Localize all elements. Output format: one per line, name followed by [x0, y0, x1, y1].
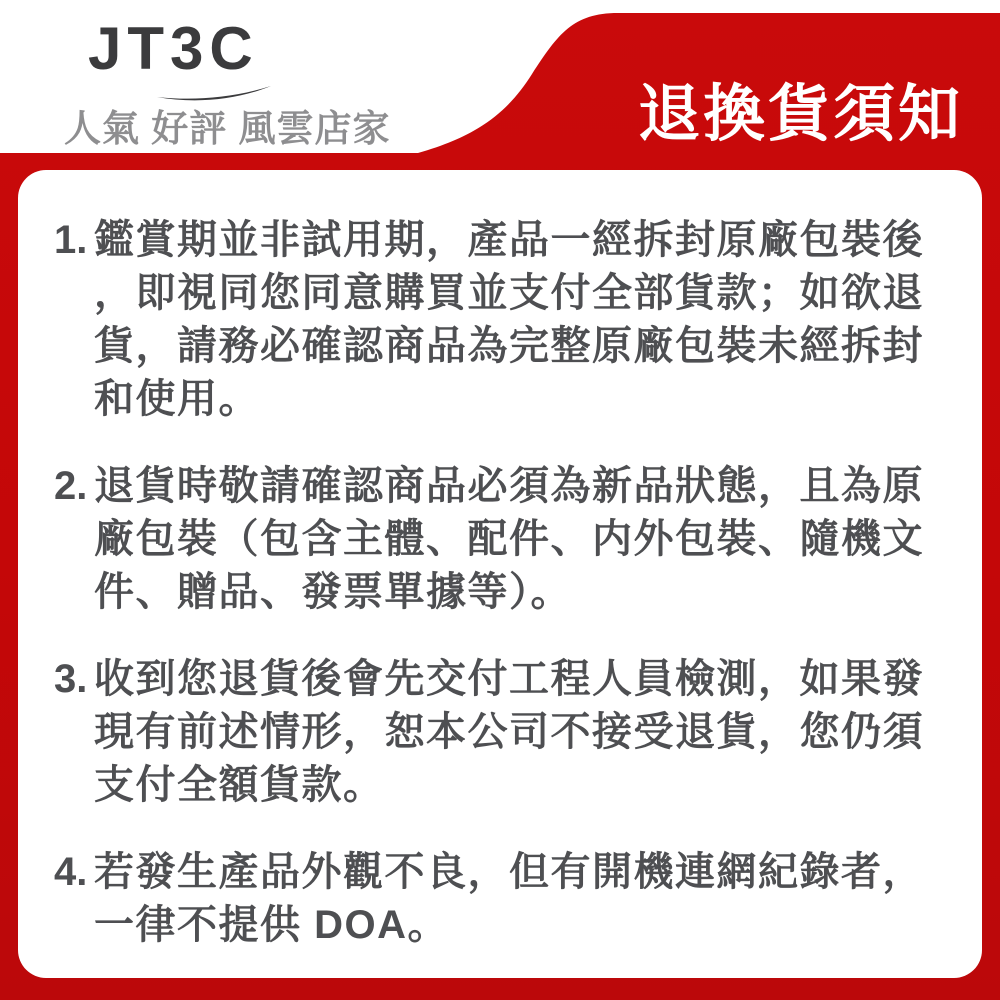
notice-line: 若發生產品外觀不良，但有開機連網紀錄者，	[94, 850, 924, 894]
item-lines	[94, 214, 948, 426]
notice-line: 貨，請務必確認商品為完整原廠包裝未經拆封	[94, 324, 924, 368]
item-lines	[94, 653, 948, 812]
notice-line: 現有前述情形，恕本公司不接受退貨，您仍須	[94, 710, 924, 754]
notice-line: 一律不提供 DOA。	[94, 903, 449, 947]
notice-line: 鑑賞期並非試用期，產品一經拆封原廠包裝後	[94, 218, 924, 262]
item-number: 4.	[54, 850, 88, 894]
brand-logo-block	[60, 10, 420, 150]
banner-title: 退換貨須知	[638, 80, 964, 149]
notice-line: 收到您退貨後會先交付工程人員檢測，如果發	[94, 657, 924, 701]
notice-line: 件、贈品、發票單據等）。	[94, 570, 572, 614]
notice-item	[54, 214, 948, 426]
notice-item	[54, 460, 948, 619]
notice-line: ，即視同您同意購買並支付全部貨款；如欲退	[94, 271, 924, 315]
item-number: 1.	[54, 218, 88, 262]
brand-logo: JT3C	[88, 15, 259, 82]
notice-item	[54, 653, 948, 812]
item-number: 3.	[54, 657, 88, 701]
notice-line: 和使用。	[94, 377, 260, 421]
item-number: 2.	[54, 464, 88, 508]
notice-line: 退貨時敬請確認商品必須為新品狀態，且為原	[94, 464, 924, 508]
notice-line: 廠包裝（包含主體、配件、内外包裝、隨機文	[94, 517, 924, 561]
notice-card	[18, 170, 982, 978]
brand-tagline: 人氣 好評 風雲店家	[64, 108, 391, 149]
notice-item	[54, 846, 948, 952]
item-lines	[94, 846, 948, 952]
item-lines	[94, 460, 948, 619]
notice-line: 支付全額貨款。	[94, 763, 385, 807]
